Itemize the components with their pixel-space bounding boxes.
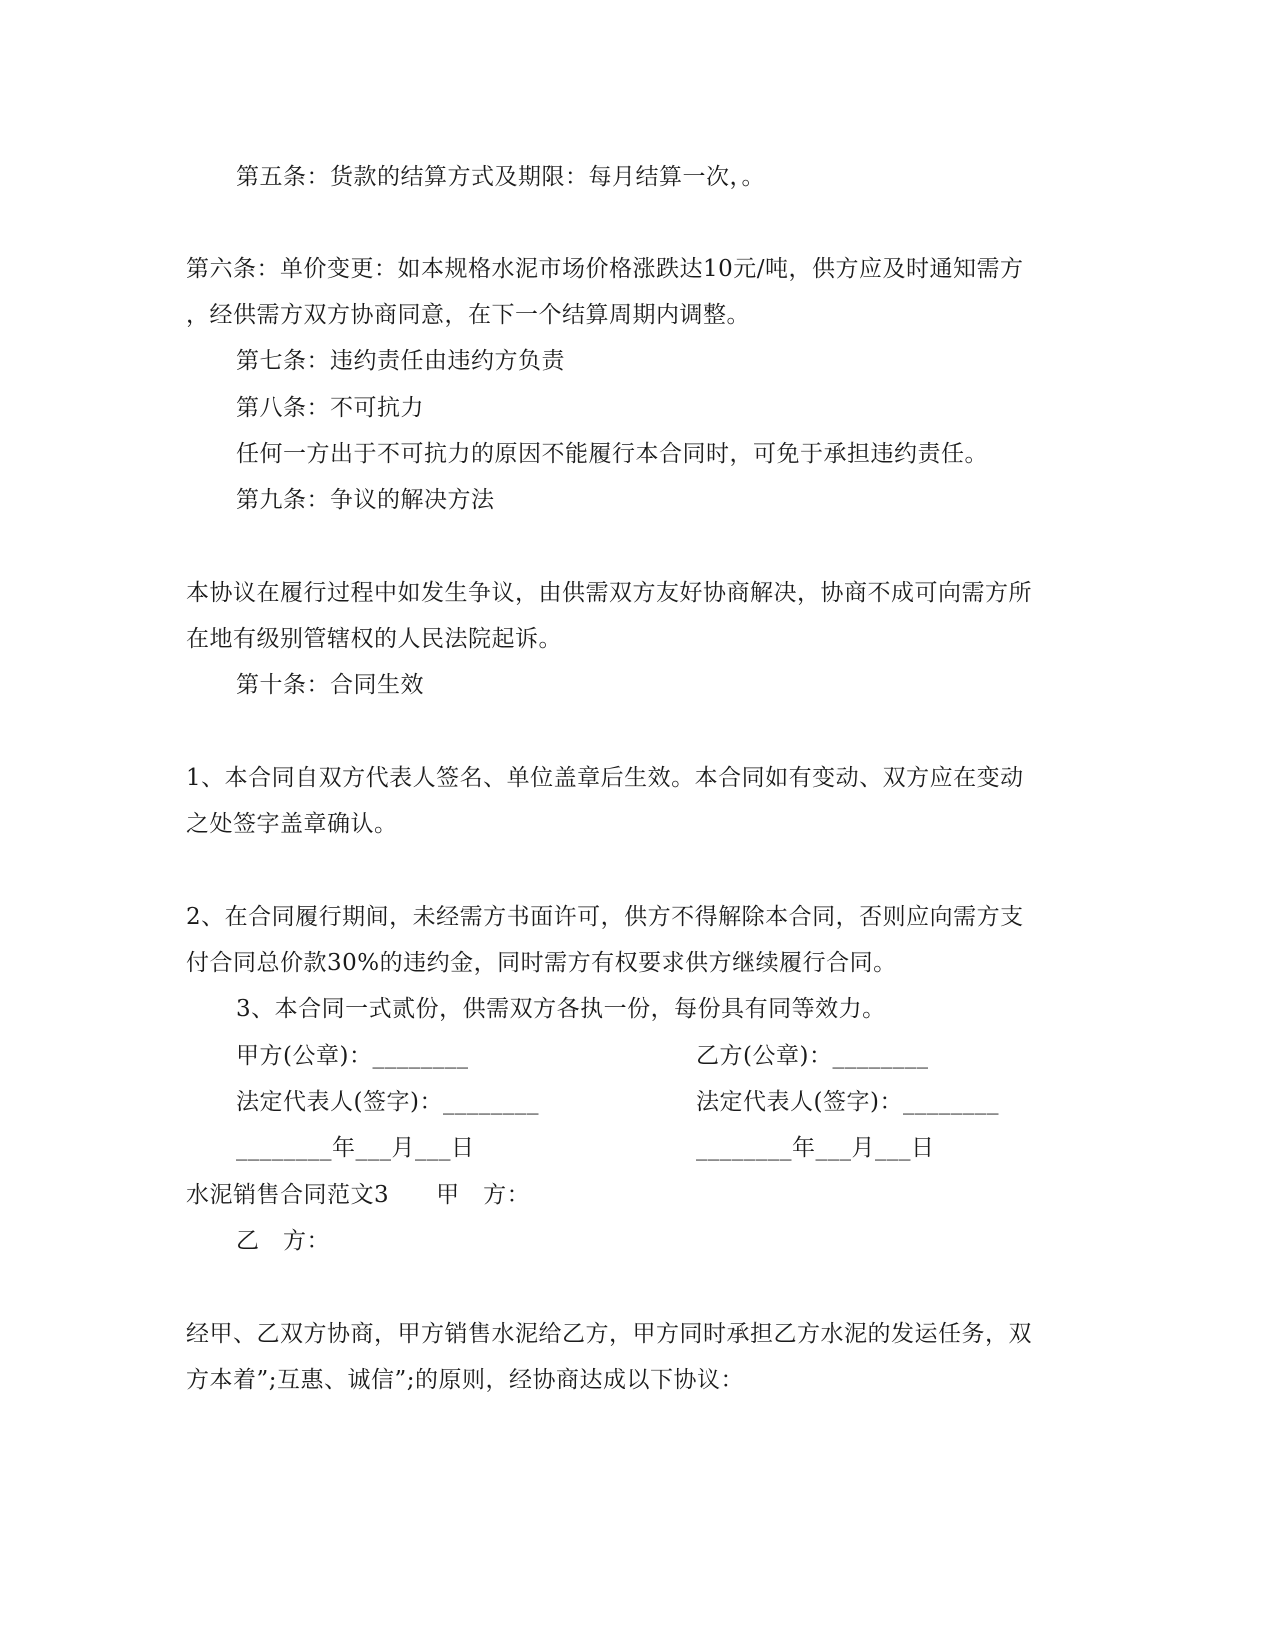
article-10: 第十条：合同生效: [236, 672, 424, 698]
article-9: 第九条：争议的解决方法: [236, 487, 495, 513]
article-8-body: 任何一方出于不可抗力的原因不能履行本合同时，可免于承担违约责任。: [236, 441, 988, 467]
next-contract-title: 水泥销售合同范文3 甲 方：: [186, 1182, 531, 1208]
party-b-representative: 法定代表人(签字)：________: [696, 1089, 999, 1115]
next-contract-intro-line-2: 方本着”;互惠、诚信”;的原则，经协商达成以下协议：: [186, 1367, 745, 1393]
article-6-line-1: 第六条：单价变更：如本规格水泥市场价格涨跌达10元/吨，供方应及时通知需方: [186, 256, 1024, 282]
item-2-line-1: 2、在合同履行期间，未经需方书面许可，供方不得解除本合同，否则应向需方支: [186, 904, 1024, 930]
party-a-date: ________年___月___日: [236, 1135, 475, 1161]
item-2-line-2: 付合同总价款30%的违约金，同时需方有权要求供方继续履行合同。: [186, 950, 897, 976]
party-b-seal: 乙方(公章)：________: [696, 1043, 929, 1069]
party-a-seal: 甲方(公章)：________: [236, 1043, 469, 1069]
party-b-date: ________年___月___日: [696, 1135, 935, 1161]
article-9-body-line-1: 本协议在履行过程中如发生争议，由供需双方友好协商解决，协商不成可向需方所: [186, 580, 1032, 606]
article-7: 第七条：违约责任由违约方负责: [236, 348, 565, 374]
item-3: 3、本合同一式贰份，供需双方各执一份，每份具有同等效力。: [236, 996, 886, 1022]
article-5: 第五条：货款的结算方式及期限：每月结算一次，。: [236, 164, 765, 190]
party-a-representative: 法定代表人(签字)：________: [236, 1089, 539, 1115]
next-contract-intro-line-1: 经甲、乙双方协商，甲方销售水泥给乙方，甲方同时承担乙方水泥的发运任务，双: [186, 1321, 1032, 1347]
item-1-line-1: 1、本合同自双方代表人签名、单位盖章后生效。本合同如有变动、双方应在变动: [186, 765, 1024, 791]
article-9-body-line-2: 在地有级别管辖权的人民法院起诉。: [186, 626, 562, 652]
item-1-line-2: 之处签字盖章确认。: [186, 811, 398, 837]
article-8: 第八条：不可抗力: [236, 395, 424, 421]
next-contract-party-b: 乙 方：: [236, 1228, 330, 1254]
article-6-line-2: ，经供需方双方协商同意，在下一个结算周期内调整。: [186, 302, 750, 328]
